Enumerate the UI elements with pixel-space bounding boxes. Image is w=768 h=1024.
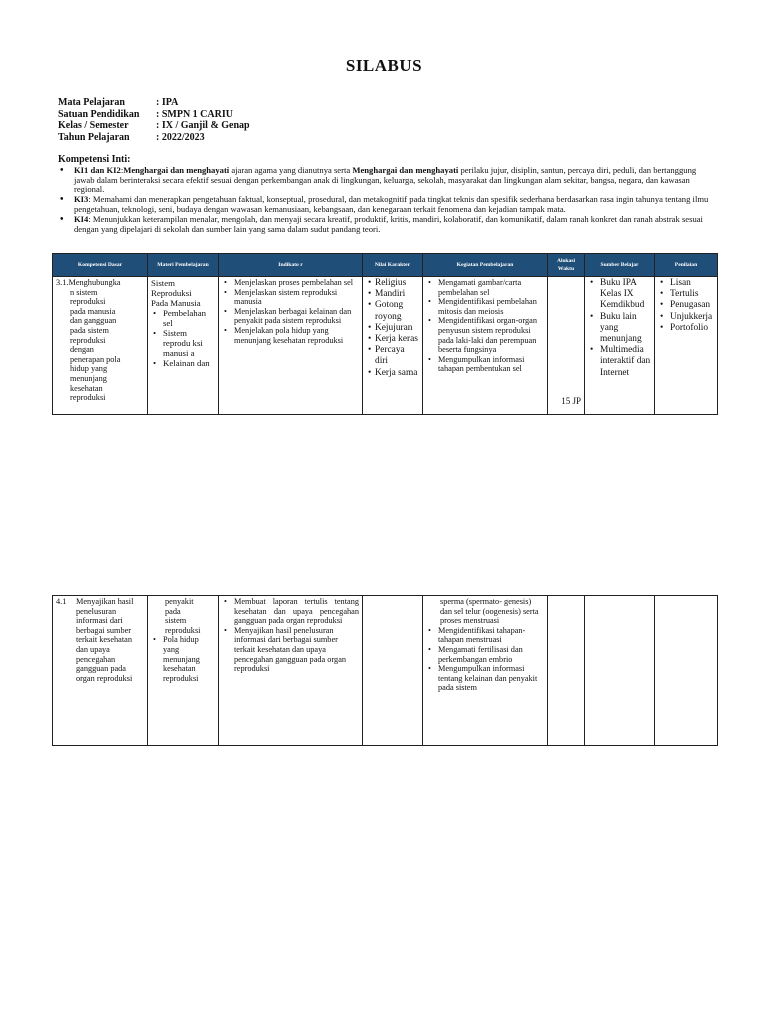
table-header-row [53,254,718,277]
materi-cell [148,596,219,746]
ki-item-1-2: • KI1 dan KI2:Menghargai dan menghayati ajaran agama yang dianutnya serta Menghargai dan menghayati perilaku jujur, disiplin, santun, percaya diri, peduli, dan bertanggung jawab dalam berinteraksi secara efektif sesuai dengan perkembangan anak di lingkungan, keluarga, sekolah, masyarakat dan lingkungan alam sekitar, bangsa, negara, dan kawasan regional. [58,166,718,195]
meta-row-school [58,109,250,121]
meta-row-class [58,120,250,132]
meta-row-year [58,132,250,144]
header-nilai-karakter: Nilai Karakter [363,254,423,277]
nilai-item: • Kerja keras [366,334,419,345]
nilai-item: • Kerja sama [366,368,419,379]
ki-label: KI1 dan KI2 [74,164,121,175]
ki-text: ajaran agama yang dianutnya serta [229,164,353,175]
nilai-item: • Percaya diri [366,345,419,367]
meta-value: : IPA [156,97,179,108]
kd-number: 3.1. [56,278,69,287]
kegiatan-item: • Mengumpulkan informasi tahapan pembentukan sel [426,355,544,374]
kd-text: Menghubungka [68,278,121,287]
materi-line: reproduksi [165,625,201,635]
header-sumber: Sumber Belajar [585,254,655,277]
penilaian-cell [655,277,718,415]
materi-line: sistem [165,616,187,626]
indikator-cell [219,596,363,746]
penilaian-cell [655,596,718,746]
indikator-cell [219,277,363,415]
penilaian-item: • Unjukkerja [658,312,714,323]
sumber-item: • Buku IPA Kelas IX Kemdikbud [588,278,651,312]
materi-line: Sistem [151,278,175,288]
kd-line: reproduksi [70,335,106,345]
materi-cell [148,277,219,415]
kd-text: Menyajikan hasil penelusuran informasi dari berbagai sumber terkait kesehatan dan upaya pencegahan gangguan pada organ reproduksi [76,597,134,683]
meta-key: Kelas / Semester [58,120,129,132]
meta-row-subject [58,97,250,109]
kd-line: pada sistem [70,325,109,335]
alokasi-cell [548,596,585,746]
meta-value: : IX / Ganjil & Genap [156,120,250,132]
header-penilaian: Penilaian [655,254,718,277]
kd-line: n sistem [70,287,98,297]
table-row [53,596,718,746]
sumber-item: • Buku lain yang menunjang [588,312,651,346]
alokasi-cell [548,277,585,415]
ki-item-3 [58,195,718,215]
ki-label: KI4 [74,213,89,224]
kegiatan-continuation: sperma (spermato- genesis) dan sel telur (oogenesis) serta proses menstruasi [440,597,539,626]
sumber-cell [585,277,655,415]
kegiatan-item: • Mengumpulkan informasi tentang kelainan dan penyakit pada sistem [426,664,544,693]
kd-line: hidup yang [70,364,108,374]
header-kompetensi-dasar: Kompetensi Dasar [53,254,148,277]
table-row [53,277,718,415]
silabus-table-page-2 [52,595,718,746]
penilaian-item: • Penugasan [658,300,714,311]
document-meta [58,97,250,143]
ki-list [58,166,718,235]
meta-value: : SMPN 1 CARIU [156,108,233,120]
kd-line: kesehatan [70,383,103,393]
ki-item-4 [58,215,718,235]
meta-key: Tahun Pelajaran [58,131,130,143]
meta-value: : 2022/2023 [156,131,205,143]
kd-line: pada manusia [70,306,116,316]
materi-line: penyakit [165,597,194,606]
sumber-item: • Multimedia interaktif dan Internet [588,345,651,379]
materi-line: Pada Manusia [151,298,201,308]
ki-title: Kompetensi Inti: [58,154,131,165]
meta-key: Satuan Pendidikan [58,108,140,120]
kegiatan-item: • Mengamati fertilisasi dan perkembangan embrio [426,645,544,664]
header-alokasi: Alokasi Waktu [548,254,585,277]
penilaian-item: • Portofolio [658,323,714,334]
ki-text: perilaku jujur, disiplin, santun, percaya diri, peduli, dan bertanggung jawab dalam berinteraksi secara efektif sesuai dengan perkembangan anak di lingkungan, keluarga, sekolah, masyarakat dan lingkungan alam sekitar, bangsa, negara, dan kawasan regional. [74,164,697,195]
kd-cell [53,277,148,415]
kegiatan-cell [423,277,548,415]
kd-line: penerapan pola [70,354,121,364]
kd-line: dan gangguan [70,316,117,326]
ki-text: : Menunjukkan keterampilan menalar, mengolah, dan menyaji secara kreatif, produktif, kritis, mandiri, kolaboratif, dan komunikatif, dalam ranah konkret dan ranah abstrak sesuai dengan yang dipelajari di sekolah dan sumber lain yang sama dalam sudut pandang teori. [74,213,703,234]
indikator-item: • Menjelakan pola hidup yang menunjang kesehatan reproduksi [222,326,359,345]
indikator-item: • Menjelaskan proses pembelahan sel [222,278,359,288]
nilai-karakter-cell [363,277,423,415]
kd-line: menunjang [70,373,107,383]
ki-text: : Memahami dan menerapkan pengetahuan faktual, konseptual, prosedural, dan metakognitif pada tingkat teknis dan spesifik sederhana berdasarkan rasa ingin tahunya tentang ilmu pengetahuan, teknologi, seni, budaya dengan wawasan kemanusiaan, kebangsaan, dan kenegaraan terkait fenomena dan kejadian tampak mata. [74,194,709,214]
kegiatan-item: • Mengidentifikasi organ-organ penyusun sistem reproduksi pada laki-laki dan perempuan beserta fungsinya [426,316,544,354]
materi-item: • Sistem reprodu ksi manusi a [151,328,215,358]
silabus-table-page-1 [52,253,718,415]
materi-item: • Pola hidup yang menunjang kesehatan reproduksi [151,635,215,683]
indikator-item: • Menjelaskan sistem reproduksi manusia [222,288,359,307]
nilai-karakter-cell [363,596,423,746]
kegiatan-cell [423,596,548,746]
header-materi: Materi Pembelajaran [148,254,219,277]
nilai-item: • Religius [366,278,419,289]
header-kegiatan: Kegiatan Pembelajaran [423,254,548,277]
materi-line: pada [165,606,181,616]
nilai-item: • Mandiri [366,289,419,300]
kd-line: dengan [70,345,94,355]
indikator-item: • Membuat laporan tertulis tentang kesehatan dan upaya pencegahan gangguan pada organ reproduksi [222,597,359,626]
materi-line: Reproduksi [151,288,192,298]
nilai-item: • Kejujuran [366,323,419,334]
penilaian-item: • Lisan [658,278,714,289]
indikator-item: • Menyajikan hasil penelusuran informasi dari berbagai sumber terkait kesehatan dan upaya pencegahan gangguan pada organ reproduksi [222,626,359,674]
materi-item: • Kelainan dan [151,358,215,368]
materi-item: • Pembelahan sel [151,308,215,328]
meta-key: Mata Pelajaran [58,97,125,108]
kd-number: 4.1 [56,597,67,606]
kd-cell [53,596,148,746]
kd-line: reproduksi [70,393,106,403]
ki-emphasis: Menghargai dan menghayati [352,164,459,175]
kompetensi-inti [58,155,718,234]
alokasi-value: 15 JP [561,396,581,406]
indikator-item: • Menjelaskan berbagai kelainan dan penyakit pada sistem reproduksi [222,307,359,326]
nilai-item: • Gotong royong [366,300,419,322]
kegiatan-item: • Mengamati gambar/carta pembelahan sel [426,278,544,297]
kegiatan-item: • Mengidentifikasi pembelahan mitosis dan meiosis [426,297,544,316]
header-indikator: Indikato r [219,254,363,277]
page-title: SILABUS [345,56,423,75]
ki-emphasis: Menghargai dan menghayati [123,164,230,175]
kegiatan-item: • Mengidentifikasi tahapan-tahapan menstruasi [426,626,544,645]
penilaian-item: • Tertulis [658,289,714,300]
kd-line: reproduksi [70,297,106,307]
sumber-cell [585,596,655,746]
ki-label: KI3 [74,194,89,205]
